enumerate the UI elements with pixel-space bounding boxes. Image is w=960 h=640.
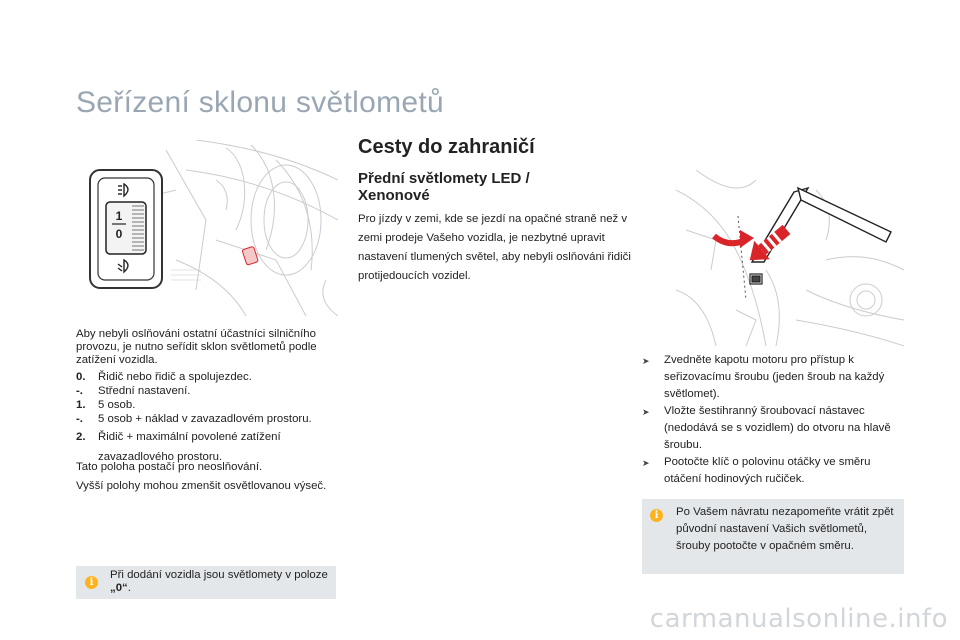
legend-value: Řidič + maximální povolené zatížení zavazadlového prostoru. <box>98 431 281 463</box>
dashboard-drawing <box>76 140 338 316</box>
legend-value: Střední nastavení. <box>98 385 191 397</box>
legend-key: 1. <box>76 399 86 411</box>
adjustment-steps <box>642 352 904 488</box>
legend-key: 0. <box>76 371 86 383</box>
step-text: Zvedněte kapotu motoru pro přístup k seřizovacímu šroubu (jeden šroub na každý světlomet). <box>664 354 885 400</box>
info-delivery-value: „0“ <box>110 582 128 594</box>
subsection-title: Přední světlomety LED / Xenonové <box>358 170 530 204</box>
step-text: Pootočte klíč o polovinu otáčky ve směru otáčení hodinových ručiček. <box>664 456 871 485</box>
legend-row <box>76 370 356 384</box>
legend-key: -. <box>76 413 83 425</box>
arrow-bullet-icon: ➤ <box>642 356 650 366</box>
step-item <box>642 352 904 403</box>
info-delivery-prefix: Při dodání vozidla jsou světlomety v poloze <box>110 569 328 581</box>
info-return-text: Po Vašem návratu nezapomeňte vrátit zpět původní nastavení Vašich světlometů, šrouby pootočte v opačném směru. <box>676 506 894 552</box>
dashboard-illustration <box>76 140 338 316</box>
legend-row <box>76 412 356 426</box>
footer-watermark: carmanualsonline.info <box>649 604 948 634</box>
info-icon: i <box>85 576 98 589</box>
engine-bay-drawing <box>676 170 904 346</box>
arrow-bullet-icon: ➤ <box>642 407 650 417</box>
left-intro-paragraph: Aby nebyli oslňováni ostatní účastníci silničního provozu, je nutno seřídit sklon světlometů podle zatížení vozidla. <box>76 328 317 366</box>
legend-row <box>76 384 356 398</box>
legend-value: 5 osob. <box>98 399 136 411</box>
engine-bay-illustration <box>676 170 904 346</box>
dial-label-1: 1 <box>115 209 123 223</box>
info-icon: i <box>650 509 663 522</box>
info-delivery-suffix: . <box>127 582 131 594</box>
info-delivery-text <box>110 569 332 595</box>
arrow-bullet-icon: ➤ <box>642 458 650 468</box>
step-text: Vložte šestihranný šroubovací nástavec (nedodává se s vozidlem) do otvoru na hlavě šroubu. <box>664 405 891 451</box>
legend-key: 2. <box>76 431 86 443</box>
tail-sentence-1: Tato poloha postačí pro neoslňování. <box>76 461 263 473</box>
legend-value: 5 osob + náklad v zavazadlovém prostoru. <box>98 413 312 425</box>
section-title: Cesty do zahraničí <box>358 136 535 158</box>
legend-row <box>76 398 356 412</box>
dial-label-0: 0 <box>115 227 123 241</box>
step-item <box>642 454 904 488</box>
tail-sentence-2: Vyšší polohy mohou zmenšit osvětlovanou výseč. <box>76 480 327 492</box>
legend-key: -. <box>76 385 83 397</box>
legend-value: Řidič nebo řidič a spolujezdec. <box>98 371 252 383</box>
left-tail-text <box>76 458 336 496</box>
step-item <box>642 403 904 454</box>
page-title: Seřízení sklonu světlometů <box>76 86 444 119</box>
intro-paragraph: Pro jízdy v zemi, kde se jezdí na opačné straně než v zemi prodeje Vašeho vozidla, je nezbytné upravit nastavení tlumených světel, aby nebyli oslňováni řidiči protijedoucích vozidel. <box>358 213 631 282</box>
load-position-legend <box>76 370 356 467</box>
info-box-return <box>642 499 904 574</box>
info-box-delivery <box>76 566 336 599</box>
